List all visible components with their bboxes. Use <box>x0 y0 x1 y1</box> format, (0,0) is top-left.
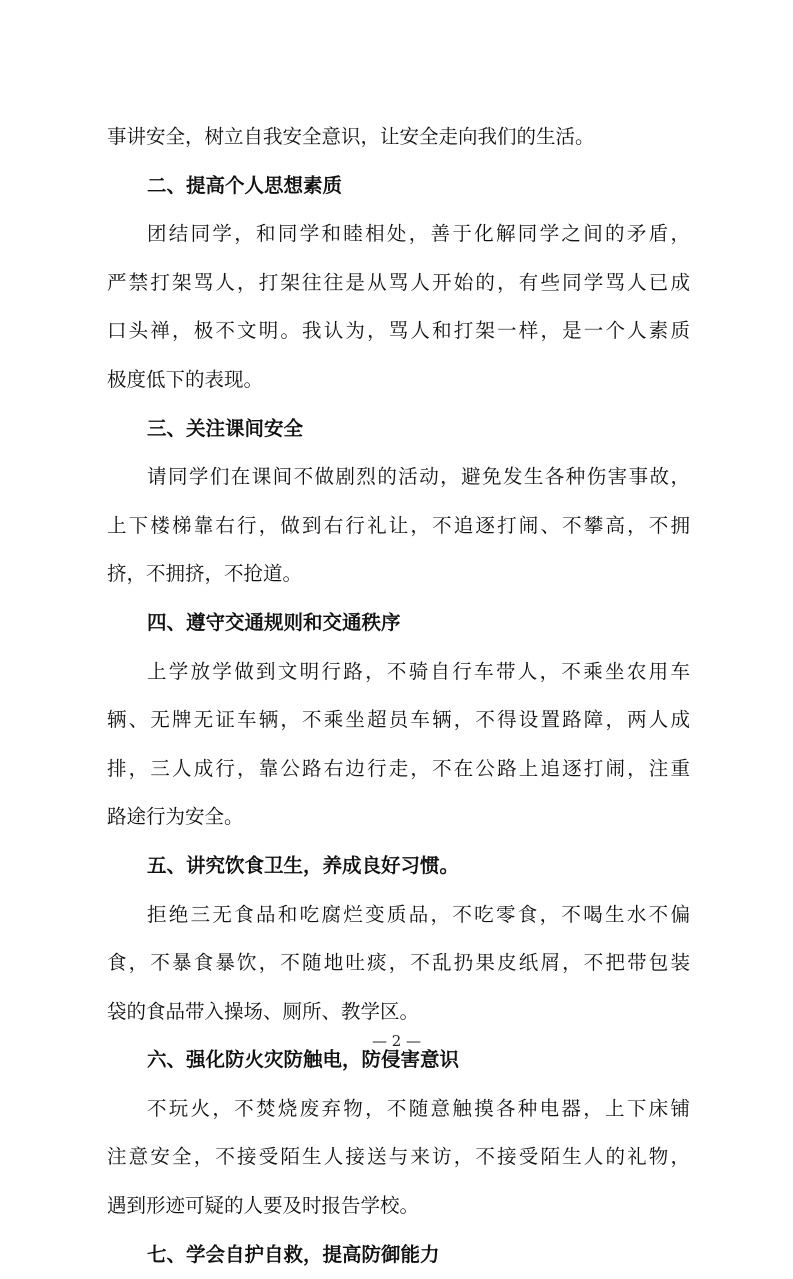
paragraph-line: 挤，不拥挤，不抢道。 <box>107 562 303 586</box>
paragraph-line: 袋的食品带入操场、厕所、教学区。 <box>107 999 420 1023</box>
paragraph-line: 上学放学做到文明行路，不骑自行车带人，不乘坐农用车 <box>147 659 690 683</box>
paragraph <box>107 453 690 599</box>
section-heading: 六、强化防火灾防触电，防侵害意识 <box>147 1048 460 1072</box>
paragraph-line: 排，三人成行，靠公路右边行走，不在公路上追逐打闹，注重 <box>107 756 690 780</box>
section-heading: 二、提高个人思想素质 <box>147 173 343 197</box>
paragraph-line: 遇到形迹可疑的人要及时报告学校。 <box>107 1194 420 1218</box>
section-heading: 五、讲究饮食卫生，养成良好习惯。 <box>147 853 460 877</box>
section-heading: 三、关注课间安全 <box>147 416 304 440</box>
paragraph <box>107 210 690 404</box>
document-body <box>107 113 690 1279</box>
paragraph-line: 辆、无牌无证车辆，不乘坐超员车辆，不得设置路障，两人成 <box>107 708 690 732</box>
paragraph-line: 严禁打架骂人，打架往往是从骂人开始的，有些同学骂人已成 <box>107 270 690 294</box>
paragraph-line: 拒绝三无食品和吃腐烂变质品，不吃零食，不喝生水不偏 <box>147 902 690 926</box>
paragraph-line: 注意安全，不接受陌生人接送与来访，不接受陌生人的礼物， <box>107 1145 690 1169</box>
paragraph-line: 口头禅，极不文明。我认为，骂人和打架一样，是一个人素质 <box>107 319 690 343</box>
page-number: — 2 — <box>371 1032 422 1050</box>
paragraph-line: 上下楼梯靠右行，做到右行礼让，不追逐打闹、不攀高，不拥 <box>107 513 690 537</box>
paragraph-line: 不玩火，不焚烧废弃物，不随意触摸各种电器，上下床铺 <box>147 1096 690 1120</box>
paragraph-line: 食，不暴食暴饮，不随地吐痰，不乱扔果皮纸屑，不把带包装 <box>107 951 690 975</box>
paragraph <box>107 1085 690 1231</box>
paragraph-line: 事讲安全，树立自我安全意识，让安全走向我们的生活。 <box>107 125 595 148</box>
paragraph-line: 团结同学，和同学和睦相处，善于化解同学之间的矛盾， <box>147 222 690 246</box>
paragraph <box>107 113 690 162</box>
section-heading: 七、学会自护自救，提高防御能力 <box>147 1242 440 1266</box>
paragraph-line: 路途行为安全。 <box>107 805 244 829</box>
paragraph <box>107 891 690 1037</box>
paragraph-line: 请同学们在课间不做剧烈的活动，避免发生各种伤害事故， <box>147 465 690 489</box>
paragraph-line: 极度低下的表现。 <box>107 367 264 391</box>
paragraph <box>107 648 690 842</box>
section-heading: 四、遵守交通规则和交通秩序 <box>147 610 401 634</box>
